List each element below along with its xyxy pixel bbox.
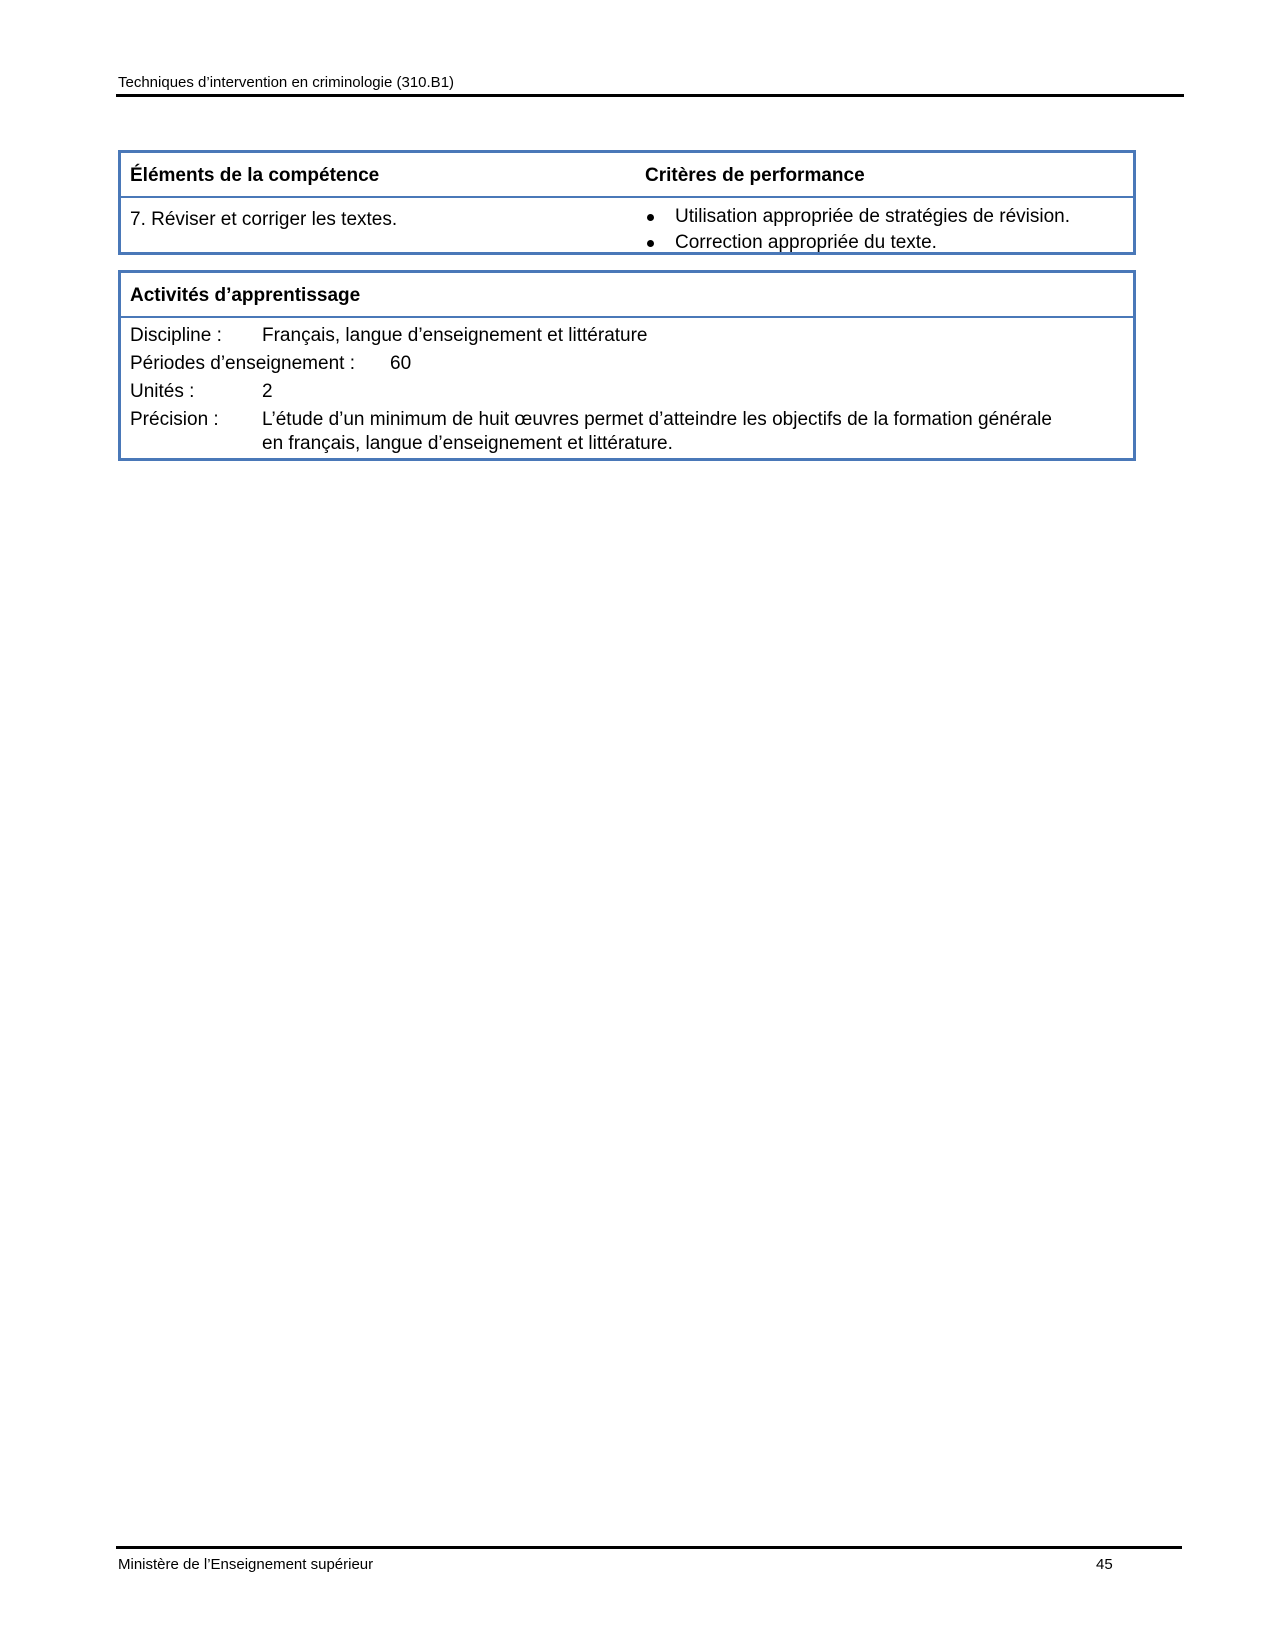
discipline-value: Français, langue d’enseignement et littérature [262, 325, 648, 346]
criteria-column-header: Critères de performance [645, 165, 865, 186]
criterion-item: Utilisation appropriée de stratégies de révision. [675, 206, 1070, 227]
activities-table-header [121, 273, 1133, 318]
bullet-icon [647, 240, 654, 247]
precision-line-2: en français, langue d’enseignement et littérature. [262, 433, 673, 454]
header-rule [116, 94, 1184, 97]
periods-value: 60 [390, 353, 412, 374]
footer-rule [116, 1546, 1182, 1549]
competence-element: 7. Réviser et corriger les textes. [130, 209, 398, 230]
footer-ministry: Ministère de l’Enseignement supérieur [118, 1556, 374, 1573]
discipline-label: Discipline : [130, 325, 222, 346]
precision-label: Précision : [130, 409, 219, 430]
criterion-item: Correction appropriée du texte. [675, 232, 937, 253]
units-value: 2 [262, 381, 273, 402]
bullet-icon [647, 214, 654, 221]
competence-table [118, 150, 1136, 255]
activities-title: Activités d’apprentissage [130, 285, 361, 306]
competence-table-header [121, 153, 1133, 198]
page-number: 45 [1096, 1556, 1113, 1573]
elements-column-header: Éléments de la compétence [130, 165, 380, 186]
precision-line-1: L’étude d’un minimum de huit œuvres permet d’atteindre les objectifs de la formation générale [262, 409, 1052, 430]
periods-label: Périodes d’enseignement : [130, 353, 355, 374]
running-header: Techniques d’intervention en criminologie (310.B1) [118, 74, 455, 91]
units-label: Unités : [130, 381, 195, 402]
activities-table [118, 270, 1136, 461]
